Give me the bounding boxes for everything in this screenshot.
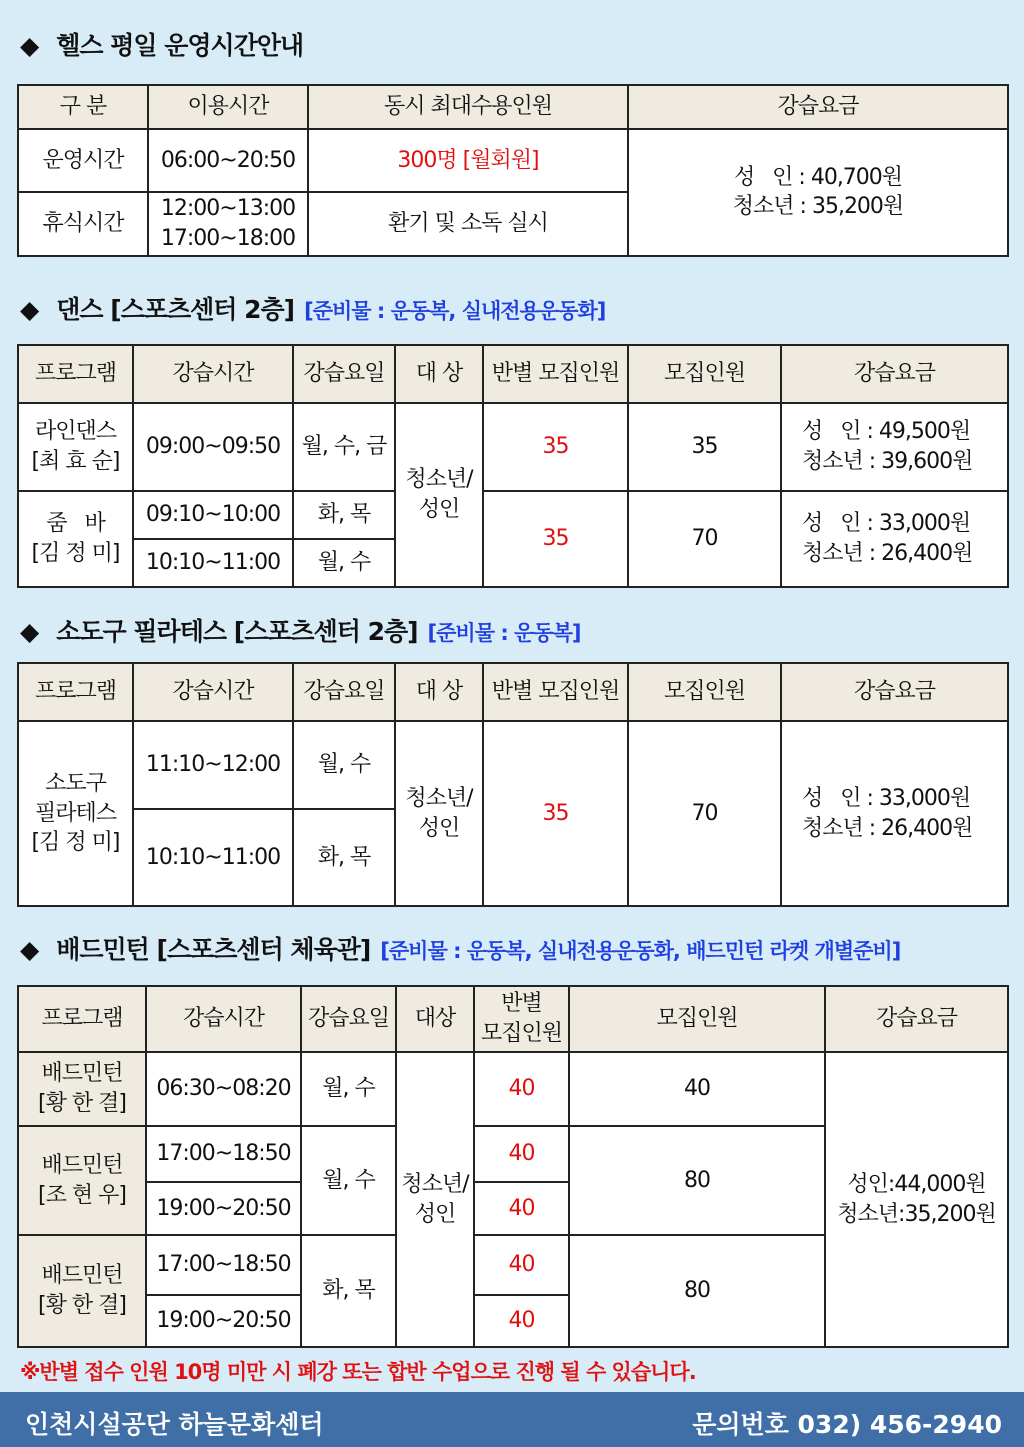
pilates-table	[17, 662, 1009, 907]
total-count: 70	[628, 491, 781, 587]
badminton-section-title: ◆ 배드민턴 [스포츠센터 체육관] [준비물 : 운동복, 실내전용운동화, 배드민턴 라켓 개별준비]	[20, 935, 901, 964]
header-program: 프로그램	[18, 986, 146, 1052]
class-time: 17:00~18:50	[146, 1126, 301, 1182]
program-line-dance: 라인댄스 [최 효 순]	[18, 403, 133, 491]
header-category: 구 분	[18, 85, 148, 129]
target: 청소년/ 성인	[395, 721, 483, 906]
badminton-fee: 성인:44,000원 청소년:35,200원	[825, 1052, 1008, 1347]
class-days: 월, 수	[301, 1052, 396, 1126]
health-table	[17, 84, 1009, 257]
target: 청소년/ 성인	[395, 403, 483, 587]
per-class-count: 35	[483, 721, 628, 906]
header-fee: 강습요금	[781, 345, 1008, 403]
header-target: 대상	[396, 986, 474, 1052]
diamond-bullet-icon: ◆	[20, 295, 39, 324]
class-days: 월, 수	[293, 721, 395, 809]
operating-time: 06:00~20:50	[148, 129, 308, 193]
program-pilates: 소도구 필라테스 [김 정 미]	[18, 721, 133, 906]
footer-contact: 문의번호 032) 456-2940	[692, 1410, 1002, 1439]
class-days: 화, 목	[301, 1235, 396, 1347]
class-time: 09:00~09:50	[133, 403, 293, 491]
class-time: 06:30~08:20	[146, 1052, 301, 1126]
dance-table	[17, 344, 1009, 588]
header-per-class: 반별 모집인원	[474, 986, 569, 1052]
header-class-time: 강습시간	[133, 663, 293, 721]
header-target: 대 상	[395, 345, 483, 403]
break-time: 12:00~13:00 17:00~18:00	[148, 192, 308, 256]
header-program: 프로그램	[18, 663, 133, 721]
max-capacity: 300명 [월회원]	[308, 129, 628, 193]
header-capacity: 동시 최대수용인원	[308, 85, 628, 129]
class-days: 화, 목	[293, 491, 395, 539]
class-time: 19:00~20:50	[146, 1182, 301, 1235]
per-class-count: 35	[483, 403, 628, 491]
header-per-class: 반별 모집인원	[483, 345, 628, 403]
footer-bar	[0, 1392, 1024, 1447]
class-time: 19:00~20:50	[146, 1295, 301, 1347]
class-time: 17:00~18:50	[146, 1235, 301, 1295]
class-time: 10:10~11:00	[133, 539, 293, 587]
health-fee: 성 인 : 40,700원 청소년 : 35,200원	[628, 129, 1008, 257]
badminton-prep: [준비물 : 운동복, 실내전용운동화, 배드민턴 라켓 개별준비]	[380, 939, 901, 963]
class-days: 화, 목	[293, 809, 395, 906]
per-class-count: 40	[474, 1182, 569, 1235]
header-usage-time: 이용시간	[148, 85, 308, 129]
program-badminton-1: 배드민턴 [황 한 결]	[18, 1052, 146, 1126]
class-time: 10:10~11:00	[133, 809, 293, 906]
dance-section-title: ◆ 댄스 [스포츠센터 2층] [준비물 : 운동복, 실내전용운동화]	[20, 295, 606, 324]
per-class-count: 40	[474, 1235, 569, 1295]
header-class-time: 강습시간	[133, 345, 293, 403]
header-fee: 강습요금	[825, 986, 1008, 1052]
per-class-count: 40	[474, 1295, 569, 1347]
header-program: 프로그램	[18, 345, 133, 403]
class-days: 월, 수, 금	[293, 403, 395, 491]
dance-prep: [준비물 : 운동복, 실내전용운동화]	[304, 299, 606, 323]
header-class-time: 강습시간	[146, 986, 301, 1052]
header-target: 대 상	[395, 663, 483, 721]
program-zumba: 줌 바 [김 정 미]	[18, 491, 133, 587]
class-days: 월, 수	[301, 1126, 396, 1235]
header-per-class: 반별 모집인원	[483, 663, 628, 721]
per-class-count: 35	[483, 491, 628, 587]
class-time: 09:10~10:00	[133, 491, 293, 539]
class-fee: 성 인 : 33,000원 청소년 : 26,400원	[781, 721, 1008, 906]
header-total: 모집인원	[628, 663, 781, 721]
per-class-count: 40	[474, 1052, 569, 1126]
program-badminton-3: 배드민턴 [황 한 결]	[18, 1235, 146, 1347]
row-label-break: 휴식시간	[18, 192, 148, 256]
class-days: 월, 수	[293, 539, 395, 587]
badminton-table	[17, 985, 1009, 1348]
header-total: 모집인원	[569, 986, 825, 1052]
header-fee: 강습요금	[628, 85, 1008, 129]
class-fee: 성 인 : 49,500원 청소년 : 39,600원	[781, 403, 1008, 491]
footer-org: 인천시설공단 하늘문화센터	[25, 1410, 324, 1439]
total-count: 80	[569, 1235, 825, 1347]
header-total: 모집인원	[628, 345, 781, 403]
total-count: 70	[628, 721, 781, 906]
class-fee: 성 인 : 33,000원 청소년 : 26,400원	[781, 491, 1008, 587]
total-count: 40	[569, 1052, 825, 1126]
total-count: 80	[569, 1126, 825, 1235]
pilates-section-title: ◆ 소도구 필라테스 [스포츠센터 2층] [준비물 : 운동복]	[20, 617, 581, 646]
health-section-title: ◆ 헬스 평일 운영시간안내	[20, 31, 304, 60]
diamond-bullet-icon: ◆	[20, 617, 39, 646]
header-fee: 강습요금	[781, 663, 1008, 721]
program-badminton-2: 배드민턴 [조 현 우]	[18, 1126, 146, 1235]
header-class-days: 강습요일	[301, 986, 396, 1052]
break-note: 환기 및 소독 실시	[308, 192, 628, 256]
header-class-days: 강습요일	[293, 663, 395, 721]
header-class-days: 강습요일	[293, 345, 395, 403]
diamond-bullet-icon: ◆	[20, 31, 39, 60]
diamond-bullet-icon: ◆	[20, 935, 39, 964]
class-time: 11:10~12:00	[133, 721, 293, 809]
target: 청소년/ 성인	[396, 1052, 474, 1347]
pilates-prep: [준비물 : 운동복]	[427, 621, 581, 645]
per-class-count: 40	[474, 1126, 569, 1182]
total-count: 35	[628, 403, 781, 491]
notice-text: ※반별 접수 인원 10명 미만 시 폐강 또는 합반 수업으로 진행 될 수 있습니다.	[20, 1360, 696, 1384]
row-label-operating: 운영시간	[18, 129, 148, 193]
